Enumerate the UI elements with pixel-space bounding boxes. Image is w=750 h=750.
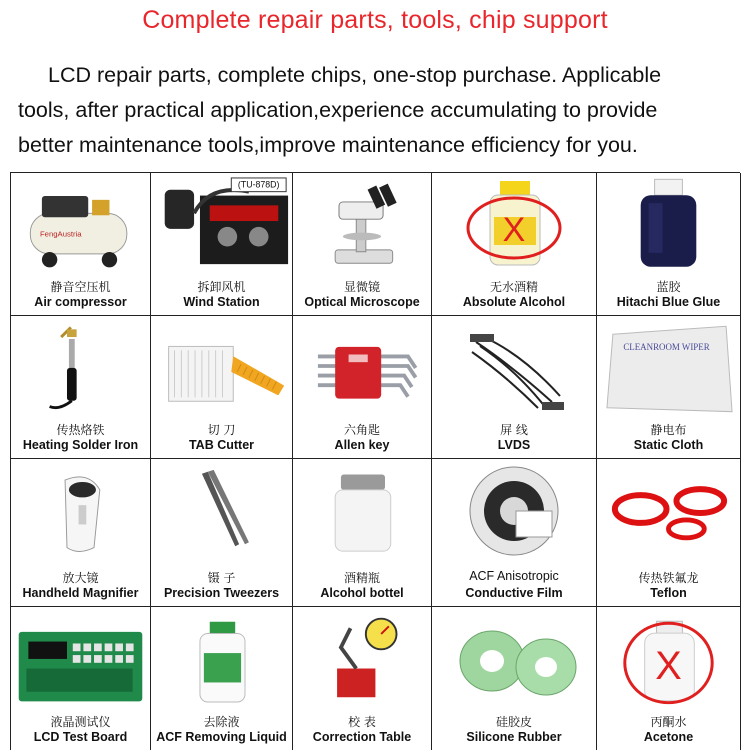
tool-label-cn: 蓝胶 bbox=[656, 280, 681, 294]
intro-line-3: better maintenance tools,improve maintenance efficiency for you. bbox=[18, 133, 638, 157]
tool-label-cn: 静音空压机 bbox=[50, 280, 111, 294]
tool-label-cn: 显微镜 bbox=[343, 280, 380, 294]
tool-card-magnifier bbox=[11, 459, 151, 607]
tool-label-en: LCD Test Board bbox=[33, 730, 128, 744]
silicone-rubber-rolls-icon bbox=[432, 607, 596, 707]
tool-card-blue-glue-bottle bbox=[597, 173, 741, 316]
tool-label-en: TAB Cutter bbox=[188, 438, 255, 452]
alcohol-bottle-crossed-icon bbox=[432, 173, 596, 273]
page-headline: Complete repair parts, tools, chip support bbox=[142, 6, 608, 34]
svg-text:CLEANROOM WIPER: CLEANROOM WIPER bbox=[623, 342, 710, 353]
intro-line-2: tools, after practical application,experience accumulating to provide bbox=[18, 98, 658, 122]
alcohol-dispenser-icon bbox=[293, 459, 431, 559]
tool-card-allen-key bbox=[293, 316, 432, 459]
tool-card-acf-film-reel bbox=[432, 459, 597, 607]
tool-label-cn: ACF Anisotropic bbox=[469, 569, 559, 583]
tool-label-en: Handheld Magnifier bbox=[22, 586, 139, 600]
tool-card-silicone-rubber-rolls bbox=[432, 607, 597, 750]
tool-label-en: Absolute Alcohol bbox=[462, 295, 566, 309]
static-cloth-icon bbox=[597, 316, 740, 416]
tool-label-en: Static Cloth bbox=[633, 438, 704, 452]
tool-label-cn: 去除液 bbox=[203, 715, 240, 729]
tool-label-en: Optical Microscope bbox=[304, 295, 420, 309]
tool-card-solder-iron bbox=[11, 316, 151, 459]
acf-film-reel-icon bbox=[432, 459, 596, 559]
allen-key-icon bbox=[293, 316, 431, 416]
intro-line-1: LCD repair parts, complete chips, one-stop purchase. Applicable bbox=[48, 63, 662, 87]
removing-liquid-bottle-icon bbox=[151, 607, 292, 707]
tool-label-en: Silicone Rubber bbox=[466, 730, 562, 744]
tool-label-cn: 硅胶皮 bbox=[495, 715, 532, 729]
tool-label-cn: 放大镜 bbox=[62, 571, 99, 585]
tool-label-en: Wind Station bbox=[183, 295, 260, 309]
svg-text:(TU-878D): (TU-878D) bbox=[237, 179, 280, 190]
tab-cutter-icon bbox=[151, 316, 292, 416]
tool-label-en: Correction Table bbox=[312, 730, 412, 744]
tool-card-static-cloth bbox=[597, 316, 741, 459]
intro-paragraph bbox=[18, 58, 748, 163]
tool-label-cn: 传热烙铁 bbox=[56, 423, 105, 437]
teflon-tape-icon bbox=[597, 459, 740, 559]
tool-card-alcohol-bottle-crossed bbox=[432, 173, 597, 316]
tool-label-cn: 静电布 bbox=[650, 423, 687, 437]
tool-label-en: LVDS bbox=[497, 438, 531, 452]
tool-card-air-compressor bbox=[11, 173, 151, 316]
tool-label-cn: 液晶测试仪 bbox=[50, 715, 111, 729]
tool-label-en: Precision Tweezers bbox=[163, 586, 280, 600]
hot-air-station-icon bbox=[151, 173, 292, 273]
tool-card-dial-indicator bbox=[293, 607, 432, 750]
blue-glue-bottle-icon bbox=[597, 173, 740, 273]
tool-label-en: Teflon bbox=[650, 586, 687, 600]
tool-card-hot-air-station bbox=[151, 173, 293, 316]
tool-label-en: Hitachi Blue Glue bbox=[616, 295, 721, 309]
lvds-cable-icon bbox=[432, 316, 596, 416]
tool-label-en: Alcohol bottel bbox=[320, 586, 404, 600]
tool-label-en: Air compressor bbox=[34, 295, 127, 309]
tools-grid bbox=[10, 172, 740, 750]
dial-indicator-icon bbox=[293, 607, 431, 707]
tool-label-cn: 屏 线 bbox=[500, 423, 528, 437]
tool-label-cn: 校 表 bbox=[348, 715, 376, 729]
tool-card-lcd-test-board bbox=[11, 607, 151, 750]
tool-label-cn: 镊 子 bbox=[207, 571, 236, 585]
tool-label-en: Heating Solder Iron bbox=[22, 438, 139, 452]
tool-label-cn: 无水酒精 bbox=[489, 280, 538, 294]
tool-card-tweezers bbox=[151, 459, 293, 607]
magnifier-icon bbox=[11, 459, 150, 559]
tool-card-teflon-tape bbox=[597, 459, 741, 607]
tool-label-en: Acetone bbox=[643, 730, 694, 744]
tool-label-cn: 切 刀 bbox=[207, 423, 236, 437]
svg-text:X: X bbox=[655, 643, 682, 688]
tool-card-acetone-bottle-crossed bbox=[597, 607, 741, 750]
tool-card-microscope bbox=[293, 173, 432, 316]
tool-label-cn: 六角匙 bbox=[343, 423, 380, 437]
acetone-bottle-crossed-icon bbox=[597, 607, 740, 707]
microscope-icon bbox=[293, 173, 431, 273]
air-compressor-icon bbox=[11, 173, 150, 273]
tool-card-removing-liquid-bottle bbox=[151, 607, 293, 750]
svg-text:X: X bbox=[502, 211, 526, 249]
tool-card-alcohol-dispenser bbox=[293, 459, 432, 607]
tool-label-en: ACF Removing Liquid bbox=[156, 730, 287, 744]
tool-label-cn: 丙酮水 bbox=[650, 715, 687, 729]
solder-iron-icon bbox=[11, 316, 150, 416]
svg-text:FengAustria: FengAustria bbox=[39, 229, 82, 239]
tool-label-cn: 传热铁氟龙 bbox=[638, 571, 699, 585]
tweezers-icon bbox=[151, 459, 292, 559]
tool-card-tab-cutter bbox=[151, 316, 293, 459]
tool-label-en: Conductive Film bbox=[465, 586, 563, 600]
tool-card-lvds-cable bbox=[432, 316, 597, 459]
tool-label-cn: 酒精瓶 bbox=[343, 571, 380, 585]
tool-label-en: Allen key bbox=[334, 438, 390, 452]
tool-label-cn: 拆卸风机 bbox=[197, 280, 246, 294]
lcd-test-board-icon bbox=[11, 607, 150, 707]
